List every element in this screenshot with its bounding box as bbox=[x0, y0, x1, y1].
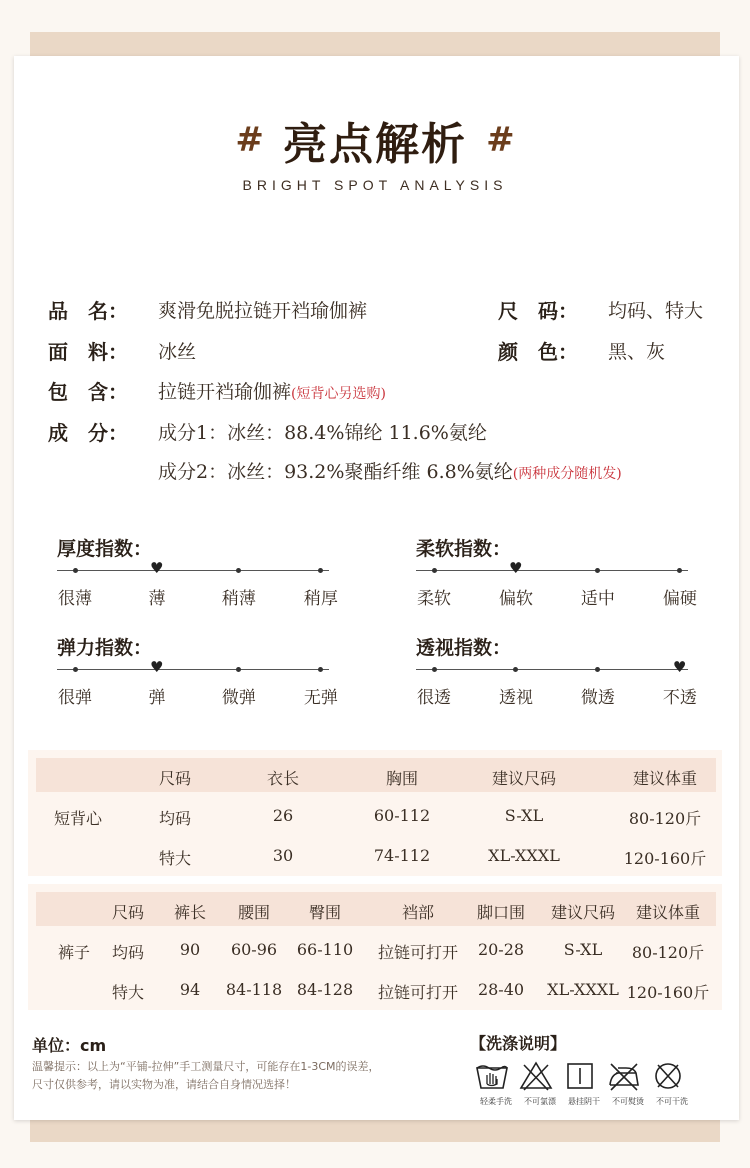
unit-label: 单位：cm bbox=[32, 1036, 107, 1055]
table-header-cell: 建议体重 bbox=[632, 769, 697, 788]
scale-option-label: 无弹 bbox=[303, 688, 338, 708]
include-value bbox=[158, 377, 386, 404]
composition-2-row bbox=[158, 457, 622, 484]
table-header-cell: 裤长 bbox=[173, 903, 206, 922]
scale-option-label: 很弹 bbox=[58, 688, 92, 708]
include-note: (短背心另选购) bbox=[291, 386, 386, 402]
table-cell: S-XL bbox=[504, 806, 544, 825]
scale-option-label: 偏软 bbox=[498, 589, 533, 609]
scale-option-label: 柔软 bbox=[417, 589, 451, 609]
care-label-no-dry-clean: 不可干洗 bbox=[656, 1097, 688, 1106]
table-header-cell: 脚口围 bbox=[476, 903, 525, 922]
scale-track bbox=[416, 570, 688, 571]
table-cell: S-XL bbox=[563, 940, 603, 959]
table-cell: 28-40 bbox=[477, 980, 525, 999]
scale-title: 柔软指数： bbox=[416, 538, 512, 560]
scale-track bbox=[416, 669, 688, 670]
table-header-cell: 尺码 bbox=[158, 769, 191, 788]
hang-dry-icon bbox=[562, 1060, 598, 1092]
page-subtitle: BRIGHT SPOT ANALYSIS bbox=[242, 177, 508, 193]
scale-option-label: 不透 bbox=[662, 688, 697, 708]
table-cell: 80-120斤 bbox=[628, 809, 702, 828]
scale-option-label: 微弹 bbox=[221, 688, 256, 708]
composition-label: 成 分： bbox=[48, 421, 128, 445]
scale-option-label: 稍厚 bbox=[303, 589, 338, 609]
table-cell: 特大 bbox=[158, 849, 191, 868]
include-label: 包 含： bbox=[48, 380, 128, 404]
table-cell: 74-112 bbox=[373, 846, 431, 865]
care-label-no-iron: 不可熨烫 bbox=[612, 1097, 644, 1106]
scale-track bbox=[57, 570, 329, 571]
table-cell: 60-112 bbox=[373, 806, 431, 825]
table-header-cell: 衣长 bbox=[266, 769, 299, 788]
scale-option-label: 透视 bbox=[498, 688, 533, 708]
scale-option-label: 偏硬 bbox=[662, 589, 697, 609]
scale-title: 厚度指数： bbox=[57, 538, 153, 560]
include-text: 拉链开裆瑜伽裤 bbox=[158, 381, 292, 403]
table-cell: 80-120斤 bbox=[631, 943, 705, 962]
care-item-hand-wash bbox=[474, 1060, 518, 1107]
scale-option-label: 稍薄 bbox=[221, 589, 256, 609]
care-label-no-bleach: 不可氯漂 bbox=[524, 1097, 556, 1106]
scale-marker-heart-icon: ♥ bbox=[149, 658, 164, 676]
hand-wash-icon bbox=[474, 1060, 510, 1092]
composition-2: 成分2：冰丝：93.2%聚酯纤维 6.8%氨纶 bbox=[158, 461, 513, 483]
table-cell: 84-128 bbox=[296, 980, 354, 999]
table-header-cell: 建议尺码 bbox=[550, 903, 615, 922]
table-cell: 均码 bbox=[158, 809, 191, 828]
fabric-label: 面 料： bbox=[48, 340, 128, 364]
table-cell: 拉链可打开 bbox=[377, 983, 458, 1002]
table-cell: 90 bbox=[179, 940, 201, 959]
table-cell: 均码 bbox=[111, 943, 144, 962]
tip-line-2: 尺寸仅供参考，请以实物为准，请结合自身情况选择！ bbox=[32, 1078, 296, 1091]
composition-2-note: (两种成分随机发) bbox=[512, 466, 622, 482]
scale-track bbox=[57, 669, 329, 670]
color-value: 黑、灰 bbox=[608, 341, 666, 363]
scale-marker-heart-icon: ♥ bbox=[508, 559, 523, 577]
scale-dot bbox=[73, 667, 78, 672]
care-label-hang-dry: 悬挂阴干 bbox=[568, 1097, 600, 1106]
table-cell: XL-XXXL bbox=[488, 846, 560, 865]
scale-option-label: 很透 bbox=[417, 688, 451, 708]
fabric-value: 冰丝 bbox=[158, 341, 197, 363]
table-cell: 短背心 bbox=[53, 809, 102, 828]
table-cell: XL-XXXL bbox=[547, 980, 619, 999]
table-cell: 94 bbox=[179, 980, 201, 999]
table-cell: 84-118 bbox=[225, 980, 283, 999]
scale-dot bbox=[73, 568, 78, 573]
care-label-hand-wash: 轻柔手洗 bbox=[480, 1097, 512, 1106]
scale-title: 透视指数： bbox=[416, 637, 512, 659]
title-hash-left: # bbox=[235, 120, 264, 160]
care-item-no-iron bbox=[606, 1060, 650, 1107]
name-label: 品 名： bbox=[48, 299, 128, 323]
table-cell: 裤子 bbox=[57, 943, 90, 962]
table-cell: 30 bbox=[272, 846, 294, 865]
table-header-cell: 腰围 bbox=[237, 903, 270, 922]
size-value: 均码、特大 bbox=[608, 300, 704, 322]
table-header-cell: 建议体重 bbox=[635, 903, 700, 922]
table-header-cell: 裆部 bbox=[401, 903, 434, 922]
scale-option-label: 弹 bbox=[148, 688, 166, 708]
scale-title: 弹力指数： bbox=[57, 637, 153, 659]
scale-marker-heart-icon: ♥ bbox=[149, 559, 164, 577]
no-dry-clean-icon bbox=[650, 1060, 686, 1092]
scale-option-label: 很薄 bbox=[58, 589, 92, 609]
size-label: 尺 码： bbox=[498, 299, 578, 323]
care-item-hang-dry bbox=[562, 1060, 606, 1107]
table-cell: 120-160斤 bbox=[623, 849, 707, 868]
care-icons bbox=[474, 1060, 694, 1110]
scale-dot bbox=[432, 568, 437, 573]
name-value: 爽滑免脱拉链开裆瑜伽裤 bbox=[158, 300, 368, 322]
tip-line-1: 温馨提示：以上为“平铺-拉伸”手工测量尺寸，可能存在1-3CM的误差， bbox=[32, 1060, 380, 1073]
table-cell: 20-28 bbox=[477, 940, 525, 959]
composition-1: 成分1：冰丝：88.4%锦纶 11.6%氨纶 bbox=[158, 422, 487, 444]
care-item-no-dry-clean bbox=[650, 1060, 694, 1107]
scale-dot bbox=[432, 667, 437, 672]
care-title: 【洗涤说明】 bbox=[470, 1034, 567, 1053]
scale-marker-heart-icon: ♥ bbox=[672, 658, 687, 676]
table-header-cell: 臀围 bbox=[308, 903, 341, 922]
color-label: 颜 色： bbox=[498, 340, 578, 364]
table-cell: 120-160斤 bbox=[626, 983, 710, 1002]
scale-option-label: 微透 bbox=[580, 688, 615, 708]
page-title bbox=[0, 108, 750, 172]
table-header-cell: 建议尺码 bbox=[491, 769, 556, 788]
table-header-cell: 胸围 bbox=[385, 769, 418, 788]
table-cell: 66-110 bbox=[296, 940, 354, 959]
table-cell: 特大 bbox=[111, 983, 144, 1002]
table-cell: 拉链可打开 bbox=[377, 943, 458, 962]
no-iron-icon bbox=[606, 1060, 642, 1092]
scale-option-label: 薄 bbox=[148, 589, 166, 609]
title-text: 亮点解析 bbox=[283, 119, 467, 170]
title-hash-right: # bbox=[486, 120, 515, 160]
scale-option-label: 适中 bbox=[580, 589, 615, 609]
table-cell: 26 bbox=[272, 806, 294, 825]
care-item-no-bleach bbox=[518, 1060, 562, 1107]
no-bleach-icon bbox=[518, 1060, 554, 1092]
table-cell: 60-96 bbox=[230, 940, 278, 959]
table-header-cell: 尺码 bbox=[111, 903, 144, 922]
